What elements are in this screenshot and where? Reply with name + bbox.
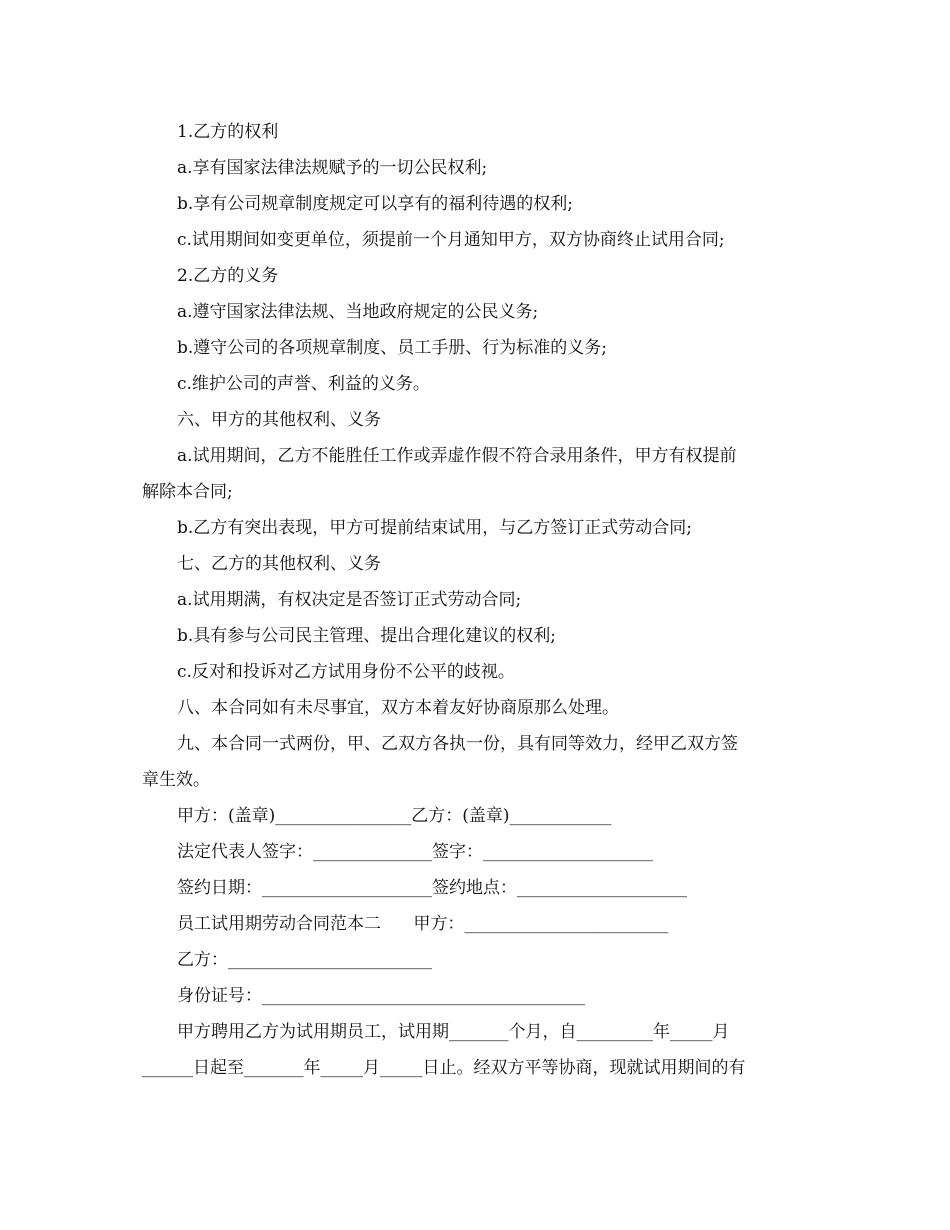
signature-line: 法定代表人签字：______________签字：____________________: [177, 842, 653, 862]
paragraph-line: a.遵守国家法律法规、当地政府规定的公民义务;: [177, 302, 539, 322]
paragraph-line: c.反对和投诉对乙方试用身份不公平的歧视。: [177, 662, 515, 682]
signature-line: 签约日期：____________________签约地点：____________________: [177, 878, 687, 898]
section-heading: 六、甲方的其他权利、义务: [177, 410, 381, 430]
id-number-line: 身份证号：______________________________________: [177, 986, 585, 1006]
paragraph-line: b.遵守公司的各项规章制度、员工手册、行为标准的义务;: [177, 338, 608, 358]
template-title-line: 员工试用期劳动合同范本二 甲方：________________________: [177, 914, 669, 934]
paragraph-line: c.试用期间如变更单位，须提前一个月通知甲方，双方协商终止试用合同;: [177, 230, 725, 250]
paragraph-line: 1.乙方的权利: [177, 122, 279, 142]
paragraph-line: b.享有公司规章制度规定可以享有的福利待遇的权利;: [177, 194, 574, 214]
section-heading: 七、乙方的其他权利、义务: [177, 554, 381, 574]
paragraph-line-continued: 章生效。: [142, 770, 210, 790]
section-heading: 八、本合同如有未尽事宜，双方本着友好协商原那么处理。: [177, 698, 619, 718]
section-heading: 九、本合同一式两份，甲、乙双方各执一份，具有同等效力，经甲乙双方签: [177, 734, 738, 754]
document-body: [142, 114, 810, 1086]
paragraph-line: a.试用期满，有权决定是否签订正式劳动合同;: [177, 590, 522, 610]
paragraph-line-continued: ______日起至_______年_____月_____日止。经双方平等协商，现就试用期间的有: [142, 1058, 746, 1078]
paragraph-line: 2.乙方的义务: [177, 266, 279, 286]
paragraph-line-continued: 解除本合同;: [142, 482, 233, 502]
signature-line: 甲方：(盖章)________________乙方：(盖章)____________: [177, 806, 612, 826]
party-line: 乙方：________________________: [177, 950, 432, 970]
paragraph-line: 甲方聘用乙方为试用期员工，试用期_______个月，自_________年_____月: [177, 1022, 730, 1042]
paragraph-line: b.具有参与公司民主管理、提出合理化建议的权利;: [177, 626, 557, 646]
paragraph-line: b.乙方有突出表现，甲方可提前结束试用，与乙方签订正式劳动合同;: [177, 518, 693, 538]
paragraph-line: a.试用期间，乙方不能胜任工作或弄虚作假不符合录用条件，甲方有权提前: [177, 446, 737, 466]
paragraph-line: c.维护公司的声誉、利益的义务。: [177, 374, 430, 394]
paragraph-line: a.享有国家法律法规赋予的一切公民权利;: [177, 158, 488, 178]
